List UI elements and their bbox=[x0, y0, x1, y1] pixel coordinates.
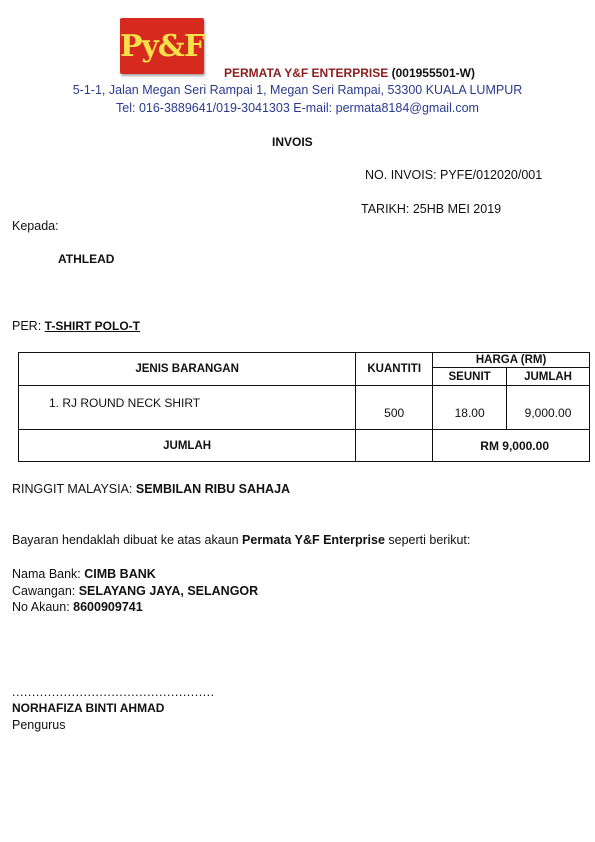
amount-words-value: SEMBILAN RIBU SAHAJA bbox=[135, 482, 291, 496]
bank-value: CIMB BANK bbox=[84, 567, 156, 581]
payment-account-name: Permata Y&F Enterprise bbox=[242, 533, 385, 547]
row-item: 1. RJ ROUND NECK SHIRT bbox=[19, 386, 356, 430]
payment-prefix: Bayaran hendaklah dibuat ke atas akaun bbox=[12, 533, 243, 547]
account-line bbox=[12, 599, 258, 616]
total-value: RM 9,000.00 bbox=[433, 430, 590, 462]
document-title: INVOIS bbox=[272, 135, 313, 149]
row-total: 9,000.00 bbox=[507, 386, 590, 430]
subject-line bbox=[12, 319, 140, 333]
company-address: 5-1-1, Jalan Megan Seri Rampai 1, Megan Seri Rampai, 53300 KUALA LUMPUR bbox=[72, 83, 523, 97]
total-label: JUMLAH bbox=[19, 430, 356, 462]
company-heading bbox=[224, 66, 475, 80]
signer-position: Pengurus bbox=[12, 718, 66, 732]
amount-in-words bbox=[12, 482, 290, 496]
table-total-row bbox=[19, 430, 590, 462]
payment-suffix: seperti berikut: bbox=[384, 533, 471, 547]
total-empty-cell bbox=[356, 430, 433, 462]
table-header-row bbox=[19, 353, 590, 368]
amount-words-label: RINGGIT MALAYSIA: bbox=[12, 482, 136, 496]
payment-instruction bbox=[12, 533, 470, 547]
company-logo bbox=[120, 18, 204, 74]
header-item: JENIS BARANGAN bbox=[19, 353, 356, 386]
table-row bbox=[19, 386, 590, 430]
row-unit-price: 18.00 bbox=[433, 386, 507, 430]
branch-label: Cawangan: bbox=[12, 583, 79, 598]
account-label: No Akaun: bbox=[12, 600, 74, 614]
header-unit-price: SEUNIT bbox=[433, 368, 507, 386]
branch-value: SELAYANG JAYA, SELANGOR bbox=[78, 583, 259, 598]
company-contact: Tel: 016-3889641/019-3041303 E-mail: permata8184@gmail.com bbox=[116, 101, 479, 115]
header-total: JUMLAH bbox=[507, 368, 590, 386]
bank-name-line bbox=[12, 566, 258, 583]
items-table bbox=[18, 352, 590, 462]
subject-value: T-SHIRT POLO-T bbox=[44, 319, 140, 333]
recipient-label: Kepada: bbox=[12, 219, 59, 233]
signer-name: NORHAFIZA BINTI AHMAD bbox=[12, 701, 165, 715]
header-price-group: HARGA (RM) bbox=[433, 353, 590, 368]
company-name: PERMATA Y&F ENTERPRISE bbox=[224, 66, 389, 80]
account-value: 8600909741 bbox=[73, 600, 143, 614]
row-qty: 500 bbox=[356, 386, 433, 430]
bank-label: Nama Bank: bbox=[12, 567, 85, 581]
branch-line bbox=[12, 583, 258, 600]
subject-label: PER: bbox=[12, 319, 42, 333]
invoice-date: TARIKH: 25HB MEI 2019 bbox=[361, 202, 502, 216]
header-qty: KUANTITI bbox=[356, 353, 433, 386]
invoice-number: NO. INVOIS: PYFE/012020/001 bbox=[365, 168, 543, 182]
bank-details bbox=[12, 566, 258, 616]
company-reg-no: (001955501-W) bbox=[391, 66, 475, 80]
recipient-name: ATHLEAD bbox=[58, 252, 115, 266]
signature-line: ................................................... bbox=[12, 685, 215, 699]
logo-text: Py&F bbox=[119, 28, 205, 64]
